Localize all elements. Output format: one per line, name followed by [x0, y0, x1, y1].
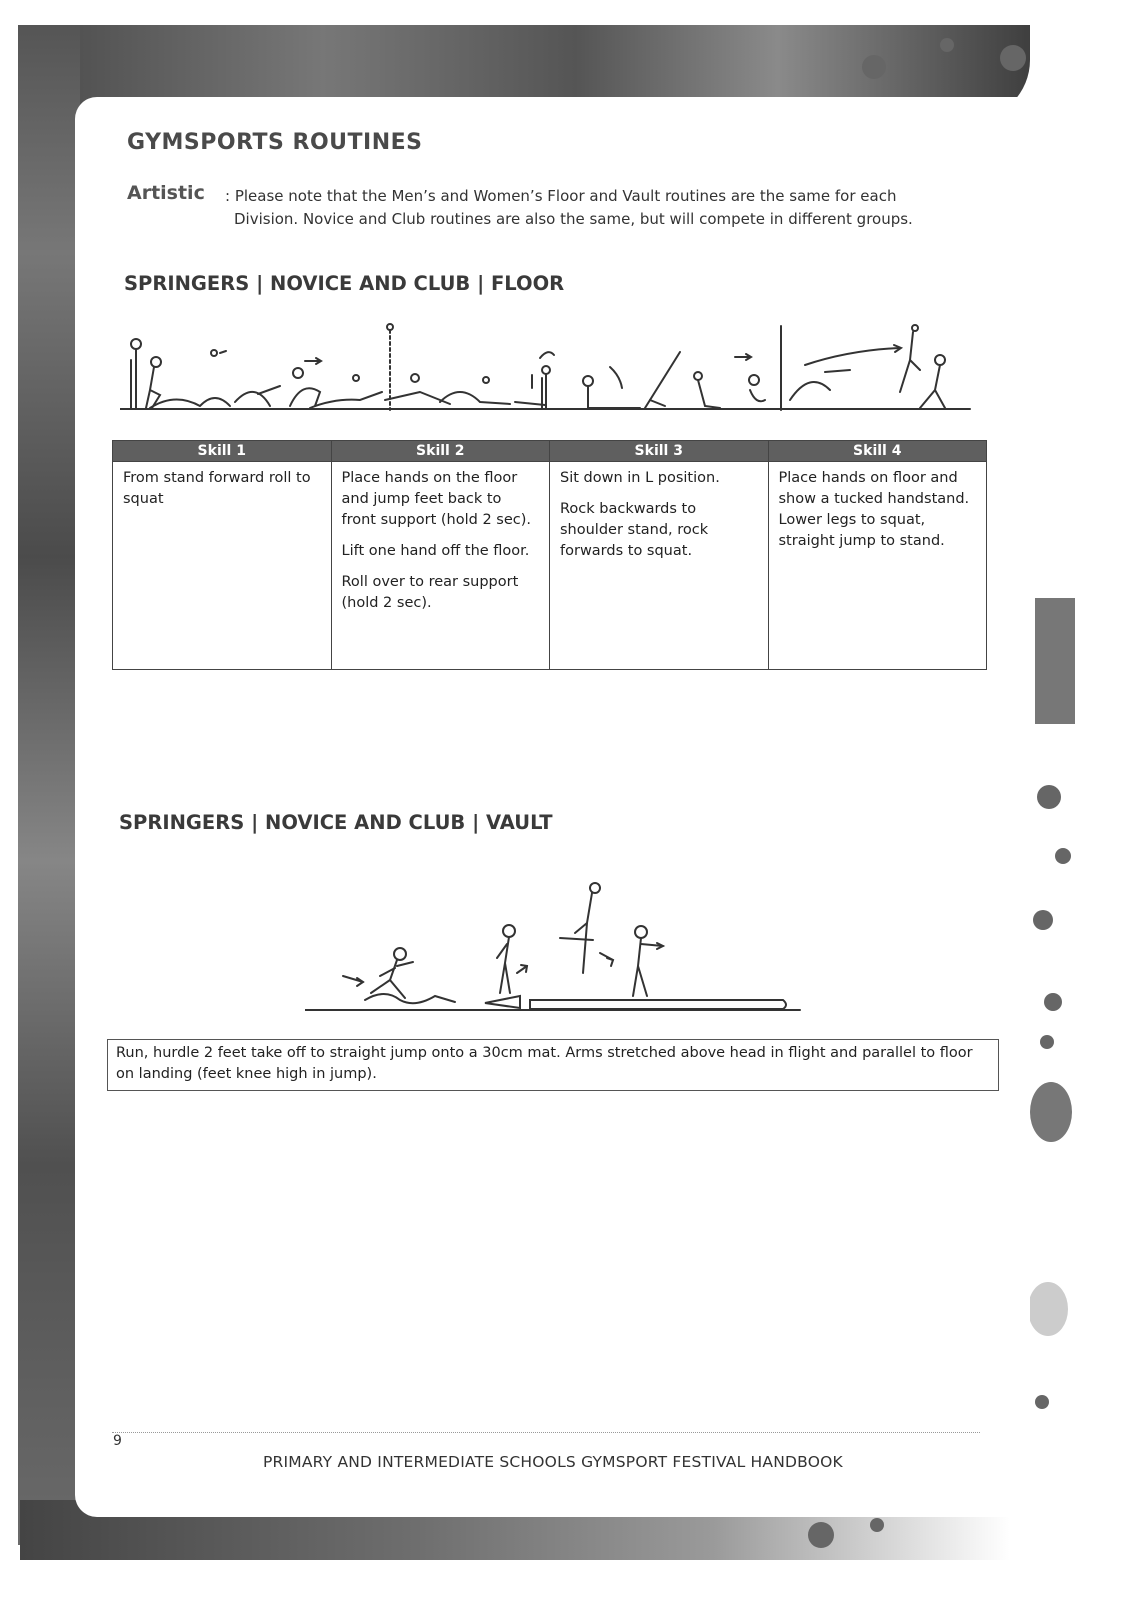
decorative-spot [1033, 910, 1053, 930]
floor-skills-table [112, 440, 987, 670]
floor-routine-illustration [120, 320, 980, 415]
decorative-side-band [1035, 598, 1075, 724]
skill-2-description [331, 462, 550, 670]
decorative-spot [1037, 785, 1061, 809]
skill-3-header: Skill 3 [550, 441, 769, 462]
decorative-spot [870, 1518, 884, 1532]
decorative-spot [1035, 1395, 1049, 1409]
page-sheet [75, 97, 1030, 1517]
decorative-spot [1040, 1035, 1054, 1049]
decorative-spot [1000, 45, 1026, 71]
page-title: GYMSPORTS ROUTINES [127, 130, 423, 155]
skill-2-header: Skill 2 [331, 441, 550, 462]
artistic-label: Artistic [127, 182, 205, 204]
decorative-spot [940, 38, 954, 52]
skill-1-header: Skill 1 [113, 441, 332, 462]
vault-description-box [107, 1039, 999, 1091]
decorative-spot [808, 1522, 834, 1548]
floor-section-heading: SPRINGERS | NOVICE AND CLUB | FLOOR [124, 272, 565, 295]
skill-1-description [113, 462, 332, 670]
decorative-spot [1044, 993, 1062, 1011]
artistic-text-line-1: : Please note that the Men’s and Women’s Floor and Vault routines are the same for each [225, 187, 897, 205]
skill-2-text-3: Roll over to rear support (hold 2 sec). [341, 574, 519, 611]
skill-4-text: Place hands on floor and show a tucked handstand. Lower legs to squat, straight jump to stand. [778, 470, 970, 549]
vault-description: Run, hurdle 2 feet take off to straight jump onto a 30cm mat. Arms stretched above head in flight and parallel to floor on landing (feet knee high in jump). [116, 1045, 973, 1082]
page-number: 9 [113, 1433, 122, 1449]
skill-1-text: From stand forward roll to squat [123, 470, 311, 507]
decorative-spot [1055, 848, 1071, 864]
skill-3-description [550, 462, 769, 670]
artistic-text-line-2: Division. Novice and Club routines are also the same, but will compete in different groups. [234, 210, 913, 228]
skill-4-description [768, 462, 987, 670]
decorative-spot [1030, 1082, 1072, 1142]
vault-illustration [305, 878, 805, 1018]
footer-divider [112, 1432, 980, 1433]
skill-2-text-2: Lift one hand off the floor. [341, 543, 530, 559]
skill-3-text-1: Sit down in L position. [560, 470, 720, 486]
skill-2-text-1: Place hands on the floor and jump feet back to front support (hold 2 sec). [341, 470, 531, 528]
decorative-spot [1028, 1282, 1068, 1336]
footer-title: PRIMARY AND INTERMEDIATE SCHOOLS GYMSPORT FESTIVAL HANDBOOK [263, 1453, 843, 1471]
decorative-left-border [18, 25, 80, 1545]
decorative-spot [862, 55, 886, 79]
skill-4-header: Skill 4 [768, 441, 987, 462]
skill-3-text-2: Rock backwards to shoulder stand, rock forwards to squat. [560, 501, 709, 559]
vault-section-heading: SPRINGERS | NOVICE AND CLUB | VAULT [119, 811, 553, 834]
